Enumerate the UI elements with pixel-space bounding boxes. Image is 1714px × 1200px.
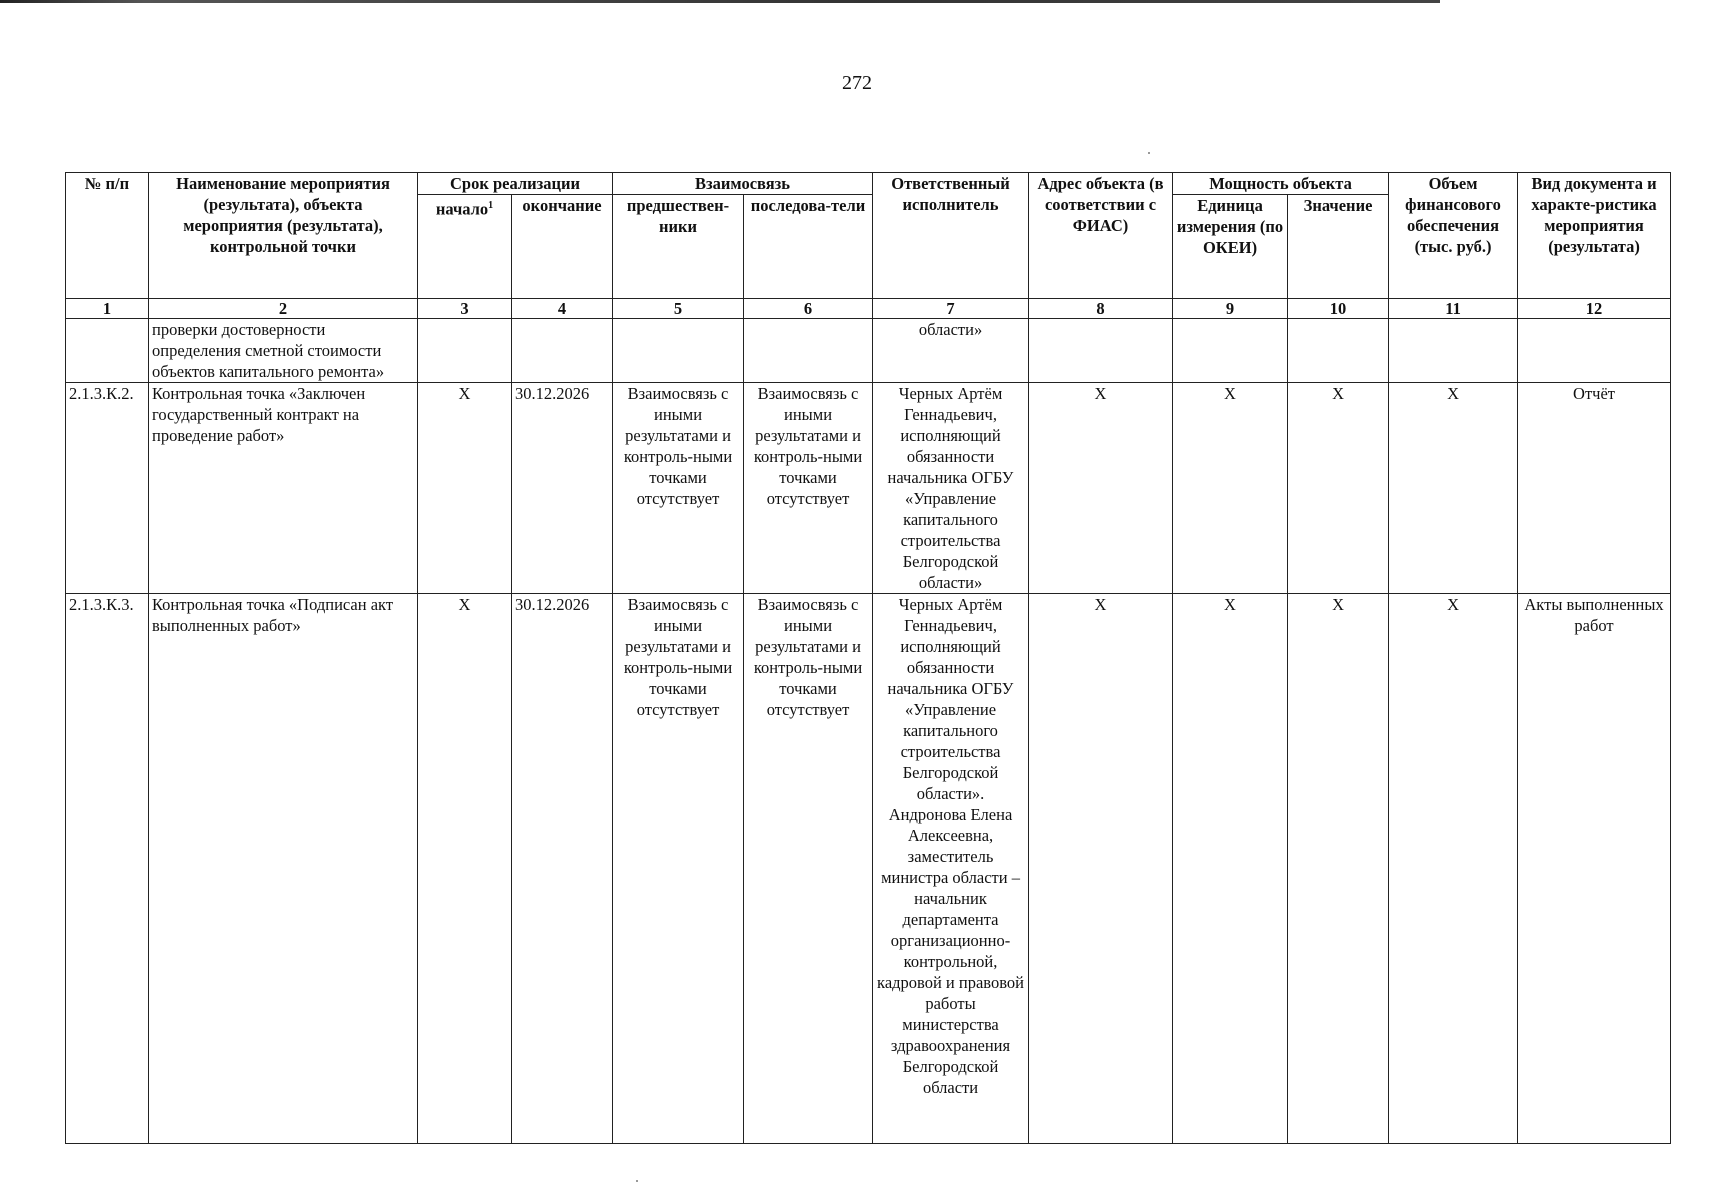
header-address: Адрес объекта (в соответствии с ФИАС) [1029,173,1173,299]
header-responsible: Ответственный исполнитель [873,173,1029,299]
row-funding: Х [1389,594,1518,1144]
row-predecessors: Взаимосвязь с иными результатами и контроль-ными точками отсутствует [613,594,744,1144]
header-predecessors: предшествен-ники [613,195,744,299]
header-num: № п/п [66,173,149,299]
row-funding: Х [1389,383,1518,594]
row-address [1029,319,1173,383]
row-successors: Взаимосвязь с иными результатами и контроль-ными точками отсутствует [744,383,873,594]
scan-speck [1148,152,1150,154]
header-end: окончание [512,195,613,299]
column-number: 2 [149,299,418,319]
header-start-footnote: 1 [488,200,494,211]
page-number: 272 [842,72,872,94]
row-unit: Х [1173,594,1288,1144]
header-start-cell [418,195,512,299]
column-number: 5 [613,299,744,319]
scan-speck [636,1180,638,1182]
row-unit: Х [1173,383,1288,594]
plan-table [65,172,1671,1144]
row-start: Х [418,594,512,1144]
header-doc-type: Вид документа и характе-ристика мероприятия (результата) [1518,173,1671,299]
row-start: Х [418,383,512,594]
column-number: 11 [1389,299,1518,319]
row-start [418,319,512,383]
row-doc: Отчёт [1518,383,1671,594]
header-funding: Объем финансового обеспечения (тыс. руб.) [1389,173,1518,299]
header-successors: последова-тели [744,195,873,299]
row-responsible: области» [873,319,1029,383]
table-row [66,383,1671,594]
column-number: 4 [512,299,613,319]
row-name: проверки достоверности определения сметной стоимости объектов капитального ремонта» [149,319,418,383]
row-responsible: Черных Артём Геннадьевич, исполняющий обязанности начальника ОГБУ «Управление капитального строительства Белгородской области» [873,383,1029,594]
header-term: Срок реализации [418,173,613,195]
row-num: 2.1.3.К.2. [66,383,149,594]
row-successors: Взаимосвязь с иными результатами и контроль-ными точками отсутствует [744,594,873,1144]
column-number: 10 [1288,299,1389,319]
column-number: 6 [744,299,873,319]
column-number: 12 [1518,299,1671,319]
row-address: Х [1029,594,1173,1144]
row-value: Х [1288,383,1389,594]
row-funding [1389,319,1518,383]
header-capacity: Мощность объекта [1173,173,1389,195]
header-name: Наименование мероприятия (результата), объекта мероприятия (результата), контрольной точки [149,173,418,299]
row-doc: Акты выполненных работ [1518,594,1671,1144]
row-successors [744,319,873,383]
header-relation: Взаимосвязь [613,173,873,195]
row-address: Х [1029,383,1173,594]
row-responsible: Черных Артём Геннадьевич, исполняющий обязанности начальника ОГБУ «Управление капитального строительства Белгородской области». Андронова Елена Алексеевна, заместитель министра области – начальник департамента организационно-контрольной, кадровой и правовой работы министерства здравоохранения Белгородской области [873,594,1029,1144]
column-number: 1 [66,299,149,319]
row-name: Контрольная точка «Подписан акт выполненных работ» [149,594,418,1144]
header-unit: Единица измерения (по ОКЕИ) [1173,195,1288,299]
row-end: 30.12.2026 [512,383,613,594]
column-number: 9 [1173,299,1288,319]
table-row [66,319,1671,383]
column-number: 3 [418,299,512,319]
row-predecessors [613,319,744,383]
row-end: 30.12.2026 [512,594,613,1144]
row-value [1288,319,1389,383]
row-end [512,319,613,383]
row-value: Х [1288,594,1389,1144]
scan-edge-line [0,0,1440,3]
column-number-row [66,299,1671,319]
row-name: Контрольная точка «Заключен государственный контракт на проведение работ» [149,383,418,594]
header-value: Значение [1288,195,1389,299]
row-predecessors: Взаимосвязь с иными результатами и контроль-ными точками отсутствует [613,383,744,594]
table-row [66,594,1671,1144]
row-num: 2.1.3.К.3. [66,594,149,1144]
row-unit [1173,319,1288,383]
column-number: 7 [873,299,1029,319]
header-start: начало [435,199,489,219]
row-doc [1518,319,1671,383]
column-number: 8 [1029,299,1173,319]
row-num [66,319,149,383]
